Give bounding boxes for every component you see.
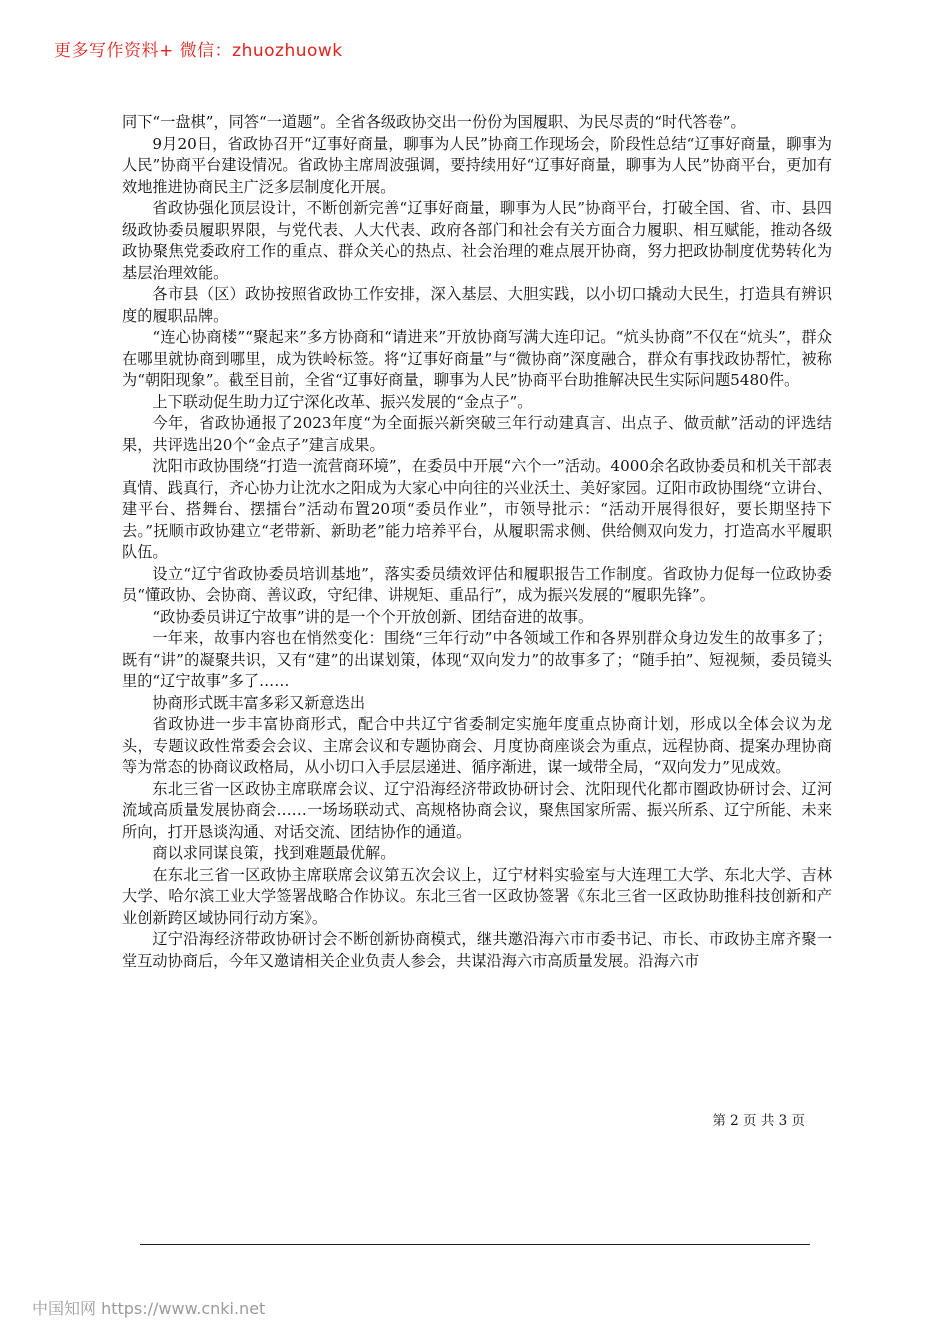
paragraph: 东北三省一区政协主席联席会议、辽宁沿海经济带政协研讨会、沈阳现代化都市圈政协研讨会、辽河流域高质量发展协商会……一场场联动式、高规格协商会议，聚焦国家所需、振兴所系、辽宁所能、未来所向，打开恳谈沟通、对话交流、团结协作的通道。 bbox=[122, 779, 832, 841]
footer-watermark: 中国知网 https://www.cnki.net bbox=[32, 1299, 266, 1318]
paragraph: 商以求同谋良策，找到难题最优解。 bbox=[152, 844, 396, 862]
paragraph: 今年，省政协通报了2023年度“为全面振兴新突破三年行动建真言、出点子、做贡献”活动的评选结果，共评选出20个“金点子”建言成果。 bbox=[122, 414, 832, 454]
promo-banner: 更多写作资料+ 微信：zhuozhuowk bbox=[54, 41, 343, 61]
paragraph: 省政协强化顶层设计，不断创新完善“辽事好商量，聊事为人民”协商平台，打破全国、省、市、县四级政协委员履职界限，与党代表、人大代表、政府各部门和社会有关方面合力履职、相互赋能，推动各级政协聚焦党委政府工作的重点、群众关心的热点、社会治理的难点展开协商，努力把政协制度优势转化为基层治理效能。 bbox=[122, 199, 832, 282]
page-number: 第 2 页 共 3 页 bbox=[712, 1113, 805, 1129]
paragraph: 同下“一盘棋”，同答“一道题”。全省各级政协交出一份份为国履职、为民尽责的“时代答卷”。 bbox=[122, 113, 746, 131]
paragraph: 上下联动促生助力辽宁深化改革、振兴发展的“金点子”。 bbox=[152, 392, 533, 411]
paragraph: 沈阳市政协围绕“打造一流营商环境”，在委员中开展“六个一”活动。4000余名政协委员和机关干部表真情、践真行，齐心协力让沈水之阳成为大家心中向往的兴业沃土、美好家园。辽阳市政协围绕“立讲台、建平台、搭舞台、摆擂台”活动布置20项“委员作业”，市领导批示：“活动开展得很好，要长期坚持下去。”抚顺市政协建立“老带新、新助老”能力培养平台，从履职需求侧、供给侧双向发力，打造高水平履职队伍。 bbox=[122, 457, 832, 561]
paragraph: 设立“辽宁省政协委员培训基地”，落实委员绩效评估和履职报告工作制度。省政协力促每一位政协委员“懂政协、会协商、善议政，守纪律、讲规矩、重品行”，成为振兴发展的“履职先锋”。 bbox=[122, 564, 832, 604]
paragraph: 辽宁沿海经济带政协研讨会不断创新协商模式，继共邀沿海六市市委书记、市长、市政协主席齐聚一堂互动协商后，今年又邀请相关企业负责人参会，共谋沿海六市高质量发展。沿海六市 bbox=[122, 930, 832, 970]
footer-divider bbox=[140, 1244, 810, 1245]
paragraph: 一年来，故事内容也在悄然变化：围绕“三年行动”中各领域工作和各界别群众身边发生的故事多了；既有“讲”的凝聚共识，又有“建”的出谋划策，体现“双向发力”的故事多了；“随手拍”、短视频，委员镜头里的“辽宁故事”多了…… bbox=[122, 629, 832, 690]
paragraph: 省政协进一步丰富协商形式，配合中共辽宁省委制定实施年度重点协商计划，形成以全体会议为龙头，专题议政性常委会会议、主席会议和专题协商会、月度协商座谈会为重点，远程协商、提案办理协商等为常态的协商议政格局，从小切口入手层层递进、循序渐进，谋一域带全局，“双向发力”见成效。 bbox=[122, 715, 832, 776]
article-body bbox=[122, 112, 832, 972]
paragraph: “政协委员讲辽宁故事”讲的是一个个开放创新、团结奋进的故事。 bbox=[152, 607, 594, 626]
section-heading: 协商形式既丰富多彩又新意迭出 bbox=[152, 693, 366, 712]
paragraph: “连心协商楼”“聚起来”多方协商和“请进来”开放协商写满大连印记。“炕头协商”不仅在“炕头”，群众在哪里就协商到哪里，成为铁岭标签。将“辽事好商量”与“微协商”深度融合，群众有事找政协帮忙，被称为“朝阳现象”。截至目前，全省“辽事好商量，聊事为人民”协商平台助推解决民生实际问题5480件。 bbox=[122, 328, 832, 389]
paragraph: 9月20日，省政协召开“辽事好商量，聊事为人民”协商工作现场会，阶段性总结“辽事好商量，聊事为人民”协商平台建设情况。省政协主席周波强调，要持续用好“辽事好商量，聊事为人民”协商平台，更加有效地推进协商民主广泛多层制度化开展。 bbox=[122, 134, 832, 196]
paragraph: 各市县（区）政协按照省政协工作安排，深入基层、大胆实践，以小切口撬动大民生，打造具有辨识度的履职品牌。 bbox=[122, 285, 832, 325]
paragraph: 在东北三省一区政协主席联席会议第五次会议上，辽宁材料实验室与大连理工大学、东北大学、吉林大学、哈尔滨工业大学签署战略合作协议。东北三省一区政协签署《东北三省一区政协助推科技创新和产业创新跨区域协同行动方案》。 bbox=[122, 865, 832, 927]
